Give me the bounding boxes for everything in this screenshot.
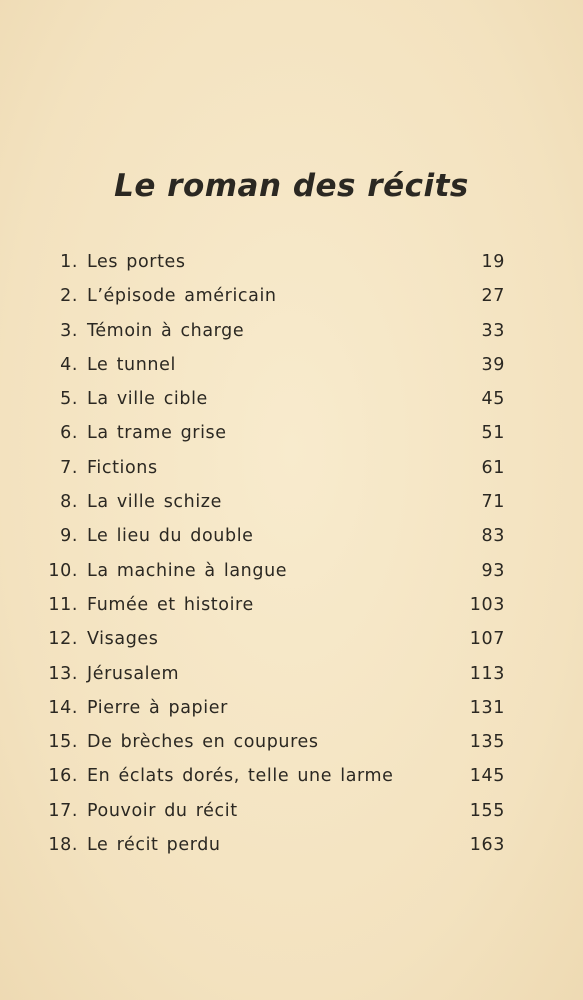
- toc-entry: [0, 725, 583, 759]
- toc-entry: [0, 759, 583, 793]
- toc-entry-label: Visages: [87, 629, 159, 650]
- toc-entry-label: Pierre à papier: [87, 697, 228, 718]
- toc-entry-number: 4.: [60, 354, 78, 375]
- toc-entry-page: 145: [469, 766, 505, 787]
- toc-entry-page: 155: [469, 800, 505, 821]
- toc-entry-page: 19: [481, 252, 505, 272]
- toc-entry-label: Le récit perdu: [87, 835, 221, 856]
- toc-entry-page: 113: [469, 663, 505, 684]
- toc-entry-page: 61: [481, 457, 505, 478]
- toc-entry-label: De brèches en coupures: [87, 732, 319, 753]
- toc-entry-label: Témoin à charge: [87, 320, 245, 341]
- toc-entry-number: 13.: [48, 663, 78, 684]
- table-of-contents: [0, 245, 583, 862]
- toc-entry: [0, 588, 583, 622]
- toc-entry-page: 135: [469, 732, 505, 753]
- toc-entry: [0, 348, 583, 382]
- toc-entry-page: 45: [481, 389, 505, 410]
- toc-entry: [0, 657, 583, 691]
- toc-entry-number: 10.: [48, 560, 78, 581]
- toc-entry: [0, 382, 583, 416]
- toc-entry-label: La ville cible: [87, 389, 208, 410]
- toc-entry-page: 39: [481, 354, 505, 375]
- toc-entry-page: 163: [469, 835, 505, 856]
- toc-entry-label: L’épisode américain: [87, 286, 277, 307]
- toc-entry-page: 51: [481, 423, 505, 444]
- toc-entry-page: 107: [469, 629, 505, 650]
- toc-entry-number: 14.: [48, 697, 78, 718]
- toc-entry-label: Fumée et histoire: [87, 594, 254, 615]
- toc-entry: [0, 794, 583, 828]
- toc-entry: [0, 828, 583, 862]
- toc-entry-number: 11.: [48, 594, 78, 615]
- toc-entry-label: La machine à langue: [87, 560, 288, 581]
- toc-entry: [0, 519, 583, 553]
- toc-entry-label: Fictions: [87, 457, 158, 478]
- toc-entry-number: 16.: [48, 766, 78, 787]
- toc-entry-number: 18.: [48, 835, 78, 856]
- toc-entry-label: La trame grise: [87, 423, 227, 444]
- toc-entry-page: 27: [481, 286, 505, 307]
- toc-entry-page: 131: [469, 697, 505, 718]
- toc-entry-number: 12.: [48, 629, 78, 650]
- page-title: Le roman des récits: [114, 168, 469, 204]
- toc-entry-label: Le tunnel: [87, 354, 176, 375]
- toc-entry-number: 5.: [60, 389, 78, 410]
- toc-entry-number: 1.: [60, 252, 78, 272]
- toc-entry-label: Jérusalem: [87, 663, 180, 684]
- toc-entry: [0, 691, 583, 725]
- toc-entry: [0, 451, 583, 485]
- toc-entry-page: 93: [481, 560, 505, 581]
- toc-entry-number: 9.: [60, 526, 78, 547]
- toc-entry: [0, 622, 583, 656]
- toc-entry-number: 17.: [48, 800, 78, 821]
- toc-entry-page: 33: [481, 320, 505, 341]
- toc-entry: [0, 245, 583, 279]
- toc-entry: [0, 416, 583, 450]
- toc-entry: [0, 554, 583, 588]
- toc-entry-label: Le lieu du double: [87, 526, 254, 547]
- toc-entry-number: 2.: [60, 286, 78, 307]
- toc-entry-number: 8.: [60, 492, 78, 513]
- toc-entry-number: 6.: [60, 423, 78, 444]
- toc-entry-page: 83: [481, 526, 505, 547]
- toc-entry-label: La ville schize: [87, 492, 222, 513]
- toc-entry-page: 71: [481, 492, 505, 513]
- toc-entry-number: 3.: [60, 320, 78, 341]
- toc-entry-number: 15.: [48, 732, 78, 753]
- toc-entry: [0, 314, 583, 348]
- toc-entry: [0, 279, 583, 313]
- toc-entry-label: Pouvoir du récit: [87, 800, 238, 821]
- toc-entry: [0, 485, 583, 519]
- toc-entry-number: 7.: [60, 457, 78, 478]
- toc-entry-label: Les portes: [87, 252, 186, 272]
- toc-entry-label: En éclats dorés, telle une larme: [87, 766, 394, 787]
- toc-entry-page: 103: [469, 594, 505, 615]
